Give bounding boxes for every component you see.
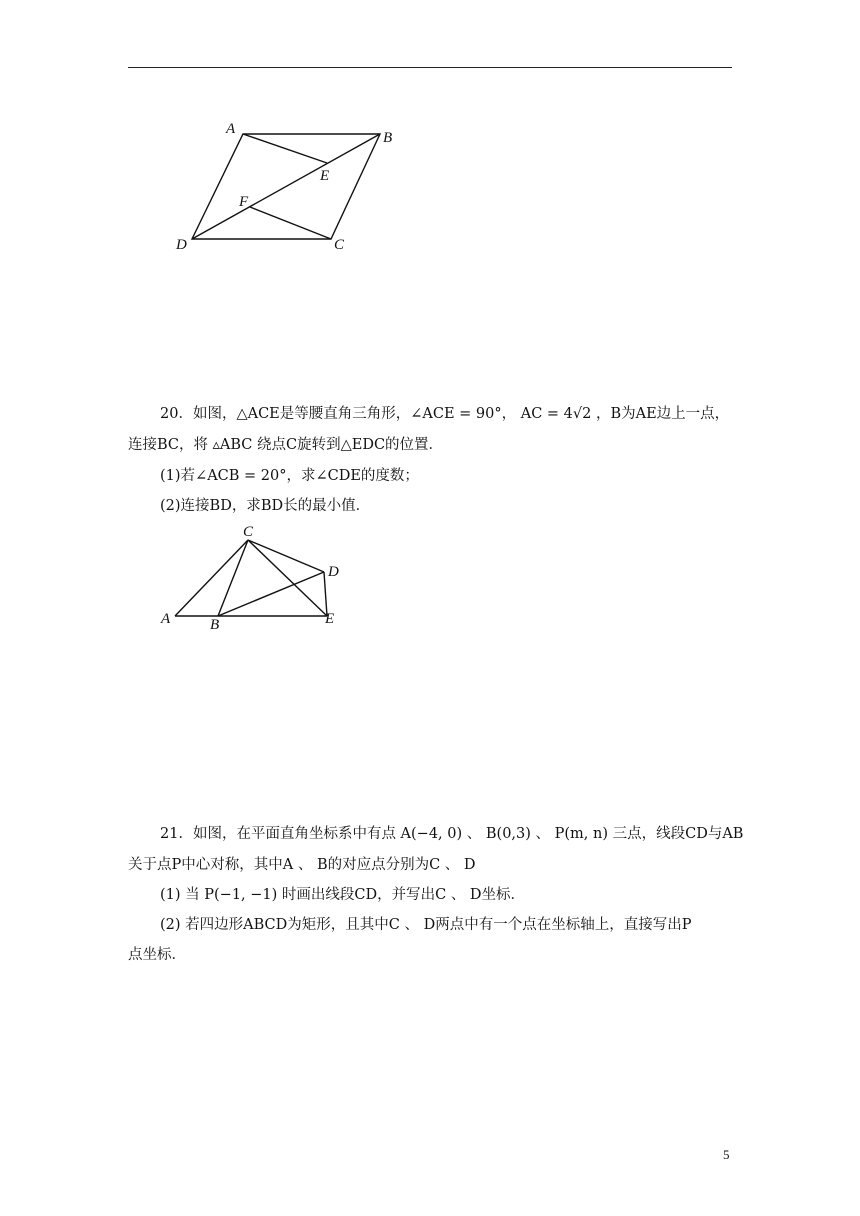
q20-part2: (2)连接BD，求BD长的最小值． bbox=[160, 498, 371, 514]
label-e: E bbox=[320, 168, 330, 184]
label-d: D bbox=[328, 564, 339, 580]
header-rule bbox=[128, 67, 732, 68]
segment-bd bbox=[218, 572, 324, 616]
label-b: B bbox=[210, 617, 220, 633]
label-c: C bbox=[243, 524, 254, 540]
q21-part1: (1) 当 P(−1, −1) 时画出线段CD，并写出C 、 D坐标． bbox=[160, 887, 526, 903]
q21-line2: 关于点P中心对称，其中A 、 B的对应点分别为C 、 D bbox=[128, 857, 476, 873]
segment-cf bbox=[250, 207, 331, 239]
q21-part2-line1: (2) 若四边形ABCD为矩形，且其中C 、 D两点中有一个点在坐标轴上，直接写出P bbox=[160, 917, 692, 933]
diagonal-bd bbox=[192, 134, 380, 239]
label-d: D bbox=[176, 237, 187, 253]
page-number: 5 bbox=[723, 1147, 730, 1162]
label-a: A bbox=[161, 611, 171, 627]
figure-parallelogram bbox=[170, 118, 410, 258]
segment-ae bbox=[243, 134, 327, 163]
label-c: C bbox=[334, 237, 345, 253]
q20-line2: 连接BC，将 ▵ABC 绕点C旋转到△EDC的位置． bbox=[128, 437, 444, 453]
q21-line1: 21．如图，在平面直角坐标系中有点 A(−4, 0) 、 B(0,3) 、 P(m, n) 三点，线段CD与AB bbox=[160, 826, 744, 842]
q21-part2-line2: 点坐标． bbox=[128, 947, 186, 963]
q20-line1: 20．如图，△ACE是等腰直角三角形，∠ACE = 90°， AC = 4√2 ，B为AE边上一点， bbox=[160, 406, 730, 422]
segment-ac bbox=[175, 540, 248, 616]
label-b: B bbox=[383, 130, 393, 146]
segment-cd bbox=[248, 540, 324, 572]
segment-bc bbox=[218, 540, 248, 616]
q20-part1: (1)若∠ACB = 20°，求∠CDE的度数； bbox=[160, 468, 419, 484]
segment-de bbox=[324, 572, 327, 616]
label-f: F bbox=[239, 194, 249, 210]
segment-ce bbox=[248, 540, 327, 616]
figure-triangles bbox=[158, 520, 358, 635]
label-a: A bbox=[226, 121, 236, 137]
label-e: E bbox=[325, 611, 335, 627]
